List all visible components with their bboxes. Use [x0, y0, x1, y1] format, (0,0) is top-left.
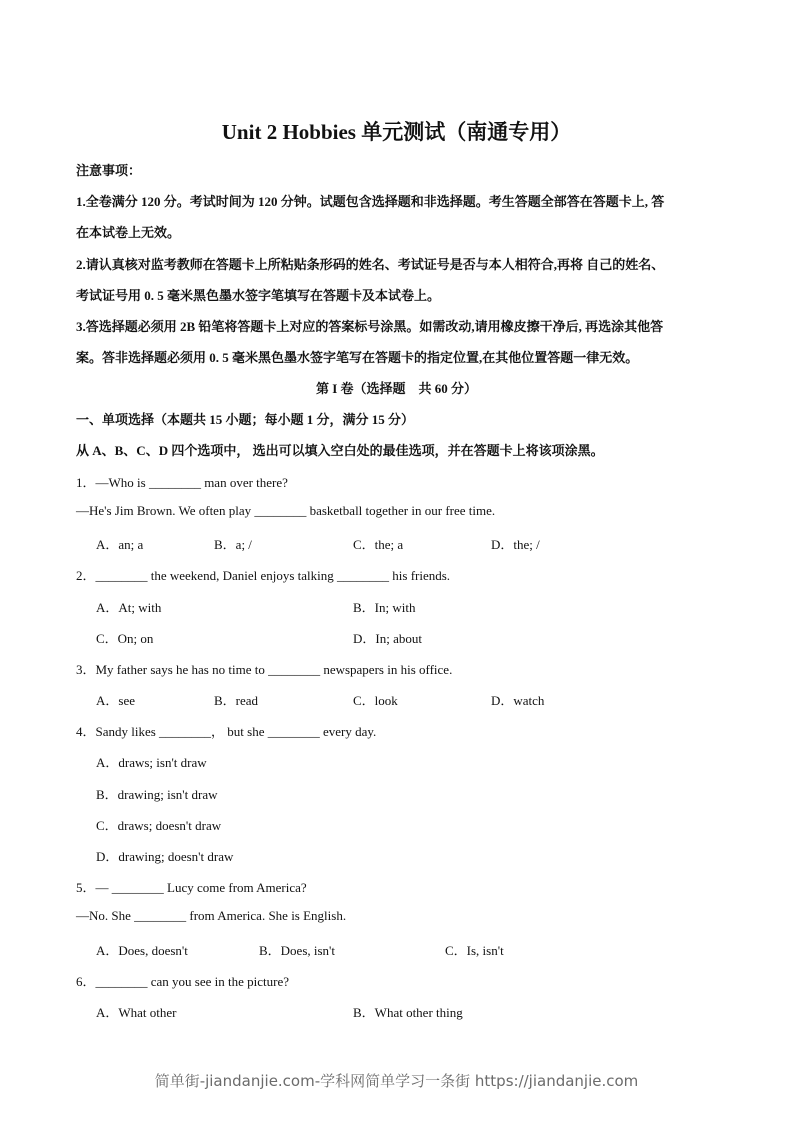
section-instruction: 从 A、B、C、D 四个选项中， 选出可以填入空白处的最佳选项，并在答题卡上将该项涂黑。 — [76, 443, 604, 458]
section-heading: 一、单项选择（本题共 15 小题；每小题 1 分，满分 15 分） — [76, 412, 415, 427]
option-c: C．On; on — [96, 631, 154, 646]
notice-line: 在本试卷上无效。 — [76, 225, 181, 240]
part-title: 第 I 卷（选择题 共 60 分） — [315, 381, 478, 396]
notice-line: 案。答非选择题必须用 0. 5 毫米黑色墨水签字笔写在答题卡的指定位置,在其他位置答题一律无效。 — [76, 350, 639, 365]
question-stem: 5．— ________ Lucy come from America? — [76, 880, 307, 895]
option-d: D．drawing; doesn't draw — [96, 849, 234, 864]
option-c: C．the; a — [353, 537, 404, 552]
option-a: A．What other — [96, 1005, 177, 1020]
option-a: A．draws; isn't draw — [96, 755, 207, 770]
option-b: B．drawing; isn't draw — [96, 787, 218, 802]
option-d: D．watch — [491, 693, 545, 708]
document-title: Unit 2 Hobbies 单元测试（南通专用） — [221, 120, 572, 144]
option-b: B．In; with — [353, 600, 416, 615]
option-c: C．Is, isn't — [445, 943, 504, 958]
notice-line: 考试证号用 0. 5 毫米黑色墨水签字笔填写在答题卡及本试卷上。 — [76, 288, 441, 303]
option-d: D．In; about — [353, 631, 422, 646]
option-c: C．draws; doesn't draw — [96, 818, 222, 833]
option-c: C．look — [353, 693, 398, 708]
question-stem-response: —No. She ________ from America. She is English. — [76, 908, 347, 923]
notice-line: 2.请认真核对监考教师在答题卡上所粘贴条形码的姓名、考试证号是否与本人相符合,再将 自己的姓名、 — [76, 257, 665, 272]
notice-heading: 注意事项： — [76, 163, 142, 178]
question-stem: 6．________ can you see in the picture? — [76, 974, 289, 989]
question-stem: 4．Sandy likes ________， but she ________ every day. — [76, 724, 377, 739]
option-a: A．Does, doesn't — [96, 943, 188, 958]
option-a: A．At; with — [96, 600, 162, 615]
option-a: A．see — [96, 693, 135, 708]
question-stem-response: —He's Jim Brown. We often play ________ basketball together in our free time. — [76, 503, 496, 518]
question-stem: 3．My father says he has no time to ________ newspapers in his office. — [76, 662, 453, 677]
option-b: B．Does, isn't — [259, 943, 336, 958]
option-d: D．the; / — [491, 537, 540, 552]
question-stem: 1．—Who is ________ man over there? — [76, 475, 288, 490]
option-b: B．read — [214, 693, 259, 708]
option-b: B．What other thing — [353, 1005, 463, 1020]
question-stem: 2．________ the weekend, Daniel enjoys talking ________ his friends. — [76, 568, 451, 583]
option-b: B．a; / — [214, 537, 252, 552]
watermark-footer: 简单街-jiandanjie.com-学科网简单学习一条街 https://jiandanjie.com — [154, 1072, 639, 1090]
notice-line: 3.答选择题必须用 2B 铅笔将答题卡上对应的答案标号涂黑。如需改动,请用橡皮擦干净后, 再选涂其他答 — [76, 319, 664, 334]
option-a: A．an; a — [96, 537, 144, 552]
notice-line: 1.全卷满分 120 分。考试时间为 120 分钟。试题包含选择题和非选择题。考生答题全部答在答题卡上, 答 — [76, 194, 665, 209]
